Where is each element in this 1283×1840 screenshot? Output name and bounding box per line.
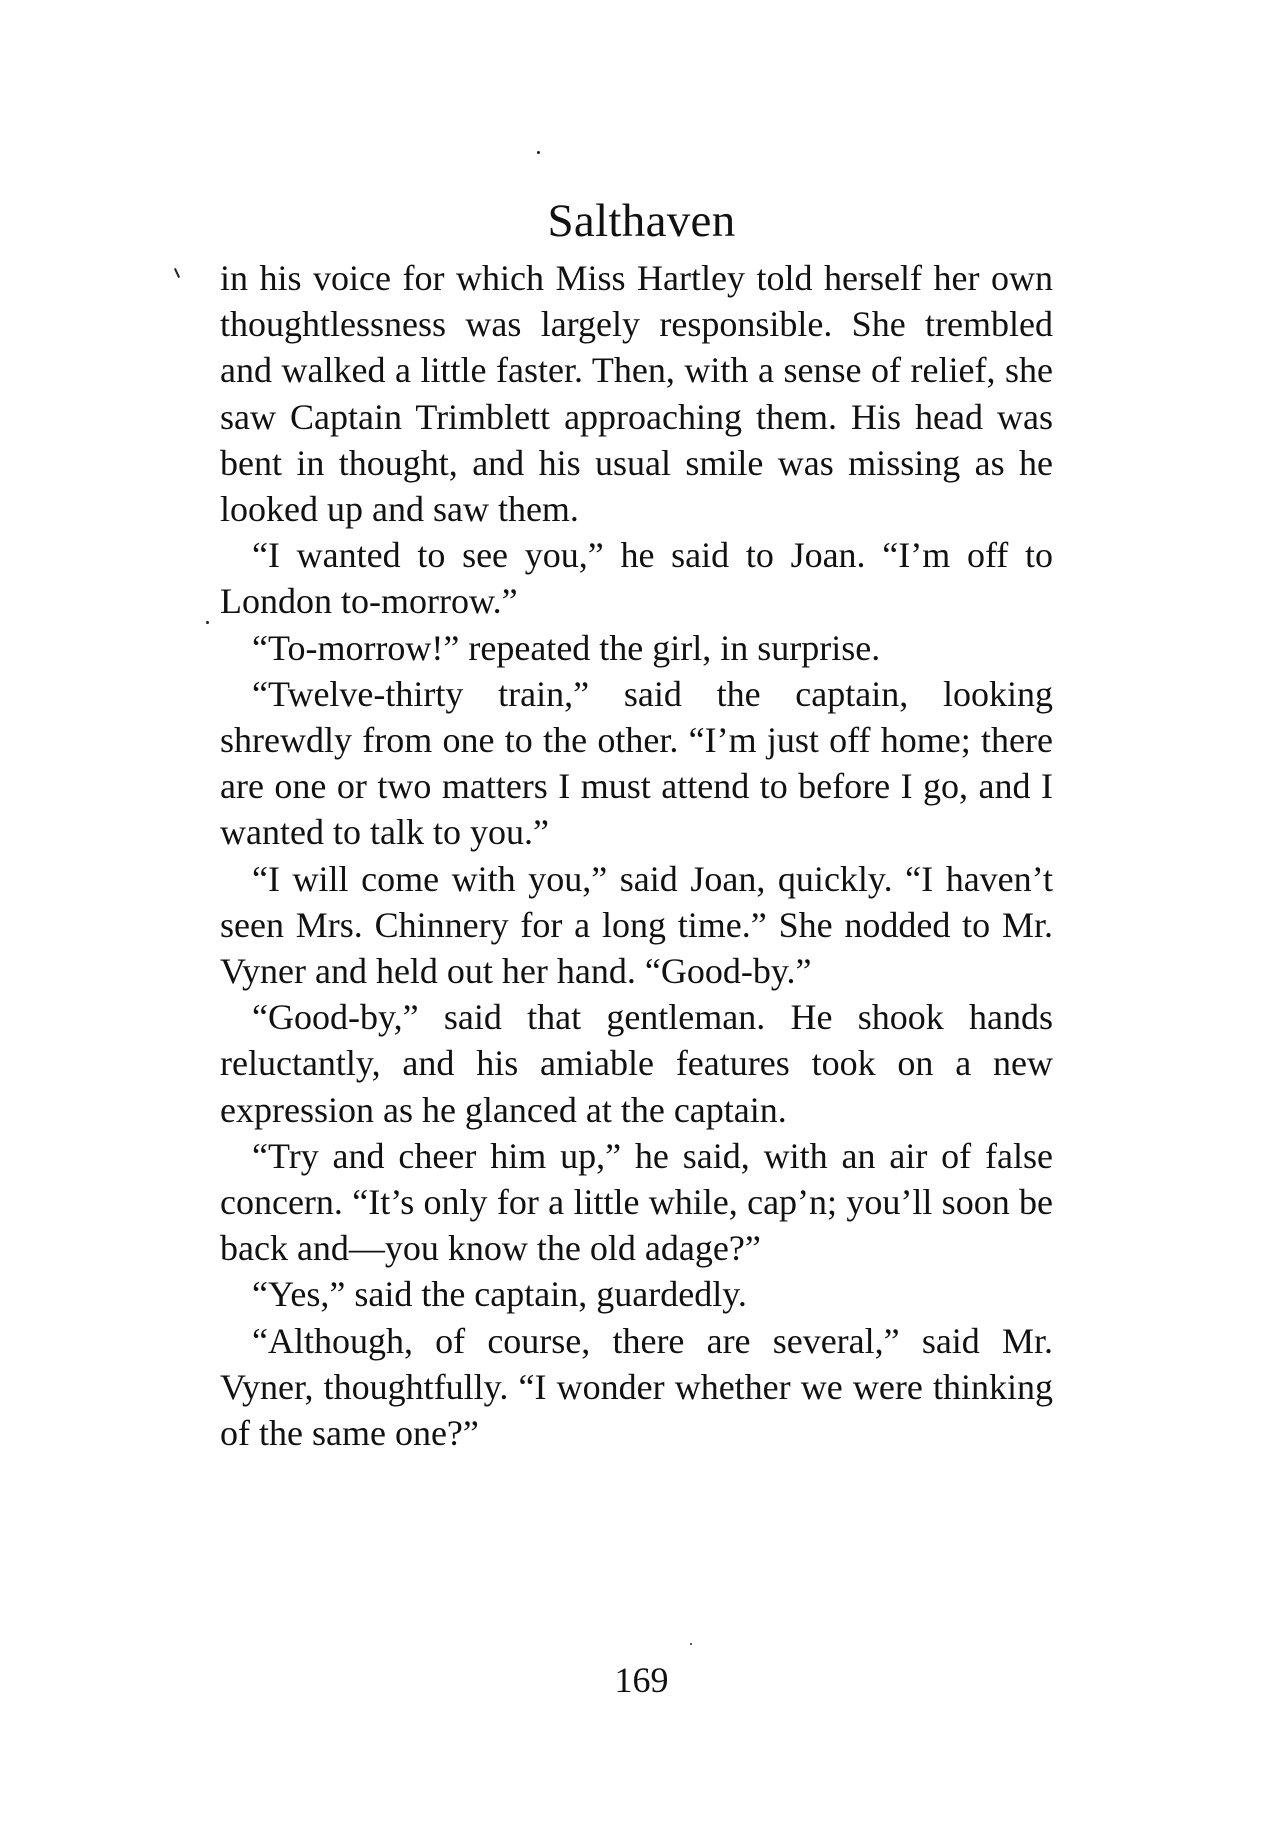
- paragraph-continued: in his voice for which Miss Hartley told herself her own thoughtlessness was largely responsible. She trembled and walked a little faster. Then, with a sense of relief, she saw Captain Trimblett approaching them. His head was bent in thought, and his usual smile was missing as he looked up and saw them.: [220, 258, 1053, 530]
- ink-mark: [174, 268, 180, 278]
- ink-speck: [690, 1643, 692, 1645]
- paragraph: “Although, of course, there are several,” said Mr. Vyner, thoughtfully. “I wonder whether we were thinking of the same one?”: [220, 1320, 1053, 1454]
- body-text: [220, 255, 1053, 1456]
- paragraph: “Good-by,” said that gentleman. He shook hands reluctantly, and his amiable features took on a new expression as he glanced at the captain.: [220, 997, 1053, 1130]
- running-title: Salthaven: [547, 195, 736, 247]
- paragraph: “Try and cheer him up,” he said, with an air of false concern. “It’s only for a little while, cap’n; you’ll soon be back and—you know the old adage?”: [220, 1135, 1053, 1269]
- ink-speck: [206, 621, 209, 624]
- ink-speck: [537, 151, 540, 154]
- paragraph: “I will come with you,” said Joan, quickly. “I haven’t seen Mrs. Chinnery for a long time.” She nodded to Mr. Vyner and held out her hand. “Good-by.”: [220, 858, 1053, 992]
- paragraph: “Twelve-thirty train,” said the captain, looking shrewdly from one to the other. “I’m just off home; there are one or two matters I must attend to before I go, and I wanted to talk to you.”: [220, 673, 1053, 853]
- paragraph: “Yes,” said the captain, guardedly.: [252, 1274, 747, 1315]
- page-number: 169: [614, 1660, 669, 1700]
- paragraph: “To-morrow!” repeated the girl, in surprise.: [252, 627, 881, 668]
- paragraph: “I wanted to see you,” he said to Joan. “I’m off to London to-morrow.”: [220, 535, 1053, 622]
